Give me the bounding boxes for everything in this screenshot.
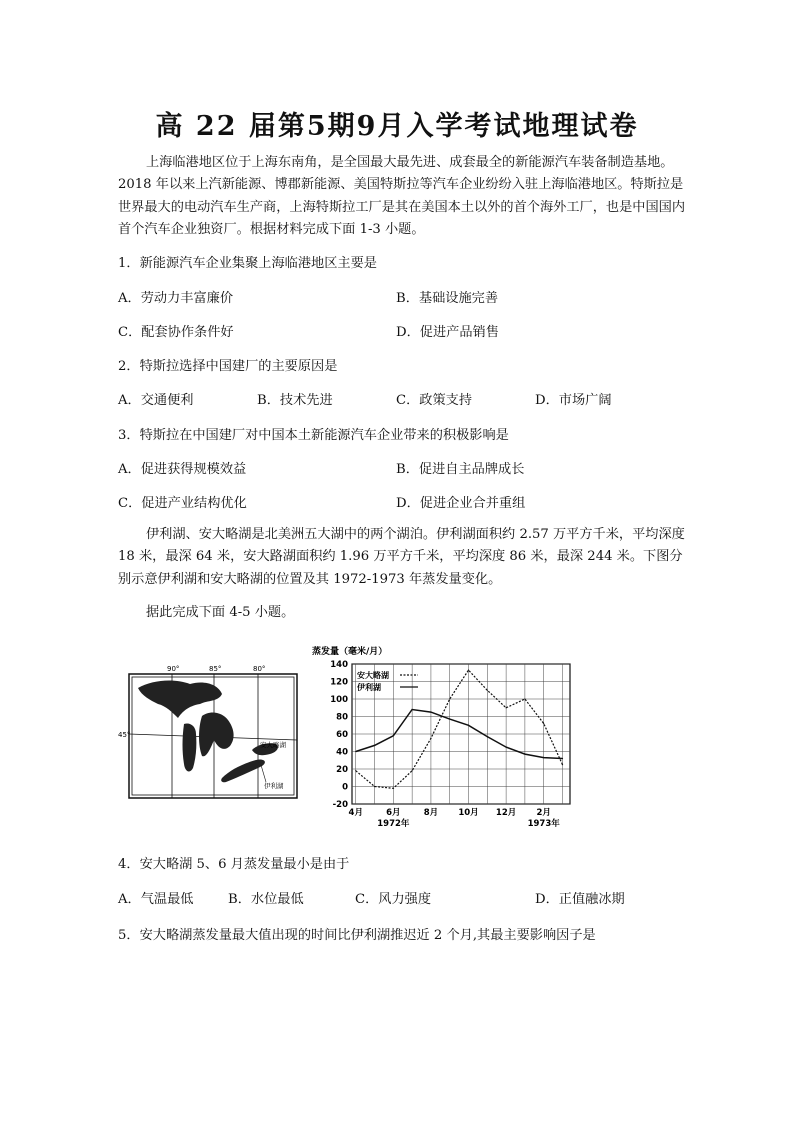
question-4-stem: 4．安大略湖 5、6 月蒸发量最小是由于 <box>118 857 350 872</box>
question-3-option-a[interactable]: A．促进获得规模效益 <box>118 462 247 477</box>
lat-label-45: 45° <box>118 731 131 739</box>
x-tick-label: 8月 <box>423 808 439 818</box>
lon-label-85: 85° <box>209 665 222 673</box>
data-point <box>506 747 507 748</box>
data-point <box>562 758 563 759</box>
question-3-option-c[interactable]: C．促进产业结构优化 <box>118 496 247 511</box>
data-point <box>543 723 544 724</box>
question-4-option-a[interactable]: A．气温最低 <box>118 892 194 907</box>
data-point <box>393 788 394 789</box>
x-tick-label: 2月 <box>536 808 551 818</box>
material-2-prompt: 据此完成下面 4-5 小题。 <box>146 605 295 620</box>
y-tick-label: 20 <box>336 765 348 775</box>
great-lakes-map <box>118 640 303 805</box>
data-point <box>524 698 525 699</box>
data-point <box>449 698 450 699</box>
x-tick-label: 4月 <box>348 808 363 818</box>
erie-label: 伊利湖 <box>264 782 284 790</box>
y-tick-label: 0 <box>342 782 348 793</box>
question-3-option-b[interactable]: B．促进自主品牌成长 <box>396 462 525 477</box>
question-2-option-b[interactable]: B．技术先进 <box>257 393 333 408</box>
question-1-option-c[interactable]: C．配套协作条件好 <box>118 325 234 340</box>
data-point <box>449 719 450 720</box>
data-point <box>468 670 469 671</box>
exam-title: 高 22 届第5期9月入学考试地理试卷 <box>155 111 639 142</box>
y-tick-label: -20 <box>332 800 348 810</box>
data-point <box>412 709 413 710</box>
data-point <box>468 725 469 726</box>
data-point <box>412 770 413 771</box>
series-line-ontario <box>356 670 563 788</box>
question-4-option-b[interactable]: B．水位最低 <box>228 892 304 907</box>
y-tick-label: 120 <box>330 677 348 688</box>
data-point <box>524 754 525 755</box>
material-1: 上海临港地区位于上海东南角，是全国最大最先进、成套最全的新能源汽车装备制造基地。2018 年以来上汽新能源、博郡新能源、美国特斯拉等汽车企业纷纷入驻上海临港地区。特斯拉是世界最大的电动汽车生产商，上海特斯拉工厂是其在美国本土以外的首个海外工厂，也是中国国内首个汽车企业独资厂。根据材料完成下面 1-3 小题。 <box>118 155 686 237</box>
lon-label-80: 80° <box>253 665 266 673</box>
y-tick-label: 80 <box>336 712 348 723</box>
question-1-option-b[interactable]: B．基础设施完善 <box>396 291 499 306</box>
x-tick-label: 12月 <box>495 808 517 818</box>
ontario-label: 安大略湖 <box>260 741 286 749</box>
y-tick-label: 60 <box>336 730 348 740</box>
question-5-stem: 5．安大略湖蒸发量最大值出现的时间比伊利湖推迟近 2 个月,其最主要影响因子是 <box>118 928 596 943</box>
data-point <box>487 690 488 691</box>
question-4-option-c[interactable]: C．风力强度 <box>355 892 432 907</box>
material-2: 伊利湖、安大略湖是北美洲五大湖中的两个湖泊。伊利湖面积约 2.57 万平方千米，平均深度 18 米，最深 64 米，安大路湖面积约 1.96 万平方千米，平均深度 86 米，最深 244 米。下图分别示意伊利湖和安大略湖的位置及其 1972-1973 年蒸发量变化。 <box>118 527 685 587</box>
y-axis-label: 蒸发量（毫米/月） <box>312 647 388 657</box>
question-2-option-d[interactable]: D．市场广阔 <box>535 393 612 408</box>
year-label-1972: 1972年 <box>377 819 410 829</box>
question-3-stem: 3．特斯拉在中国建厂对中国本土新能源汽车企业带来的积极影响是 <box>118 428 509 443</box>
data-point <box>562 764 563 765</box>
data-point <box>506 707 507 708</box>
year-label-1973: 1973年 <box>527 819 560 829</box>
data-point <box>355 770 356 771</box>
data-point <box>393 735 394 736</box>
question-1-stem: 1．新能源汽车企业集聚上海临港地区主要是 <box>118 256 377 271</box>
data-point <box>374 786 375 787</box>
data-point <box>487 736 488 737</box>
data-point <box>374 745 375 746</box>
y-tick-label: 140 <box>330 660 348 670</box>
question-2-option-c[interactable]: C．政策支持 <box>396 393 473 408</box>
question-3-option-d[interactable]: D．促进企业合并重组 <box>396 496 526 511</box>
lon-label-90: 90° <box>167 665 180 673</box>
y-tick-label: 40 <box>336 747 348 758</box>
x-tick-label: 6月 <box>386 808 401 818</box>
question-1-option-a[interactable]: A．劳动力丰富廉价 <box>118 291 234 306</box>
question-4-option-d[interactable]: D．正值融冰期 <box>535 892 625 907</box>
data-point <box>543 757 544 758</box>
y-tick-label: 100 <box>330 695 348 705</box>
legend-label: 安大略湖 <box>357 671 389 680</box>
evaporation-chart <box>306 640 576 840</box>
question-2-option-a[interactable]: A．交通便利 <box>118 393 194 408</box>
question-2-stem: 2．特斯拉选择中国建厂的主要原因是 <box>118 359 338 374</box>
x-tick-label: 10月 <box>458 808 479 818</box>
data-point <box>430 712 431 713</box>
legend-label: 伊利湖 <box>357 683 381 692</box>
data-point <box>355 751 356 752</box>
data-point <box>430 738 431 739</box>
question-1-option-d[interactable]: D．促进产品销售 <box>396 325 499 340</box>
